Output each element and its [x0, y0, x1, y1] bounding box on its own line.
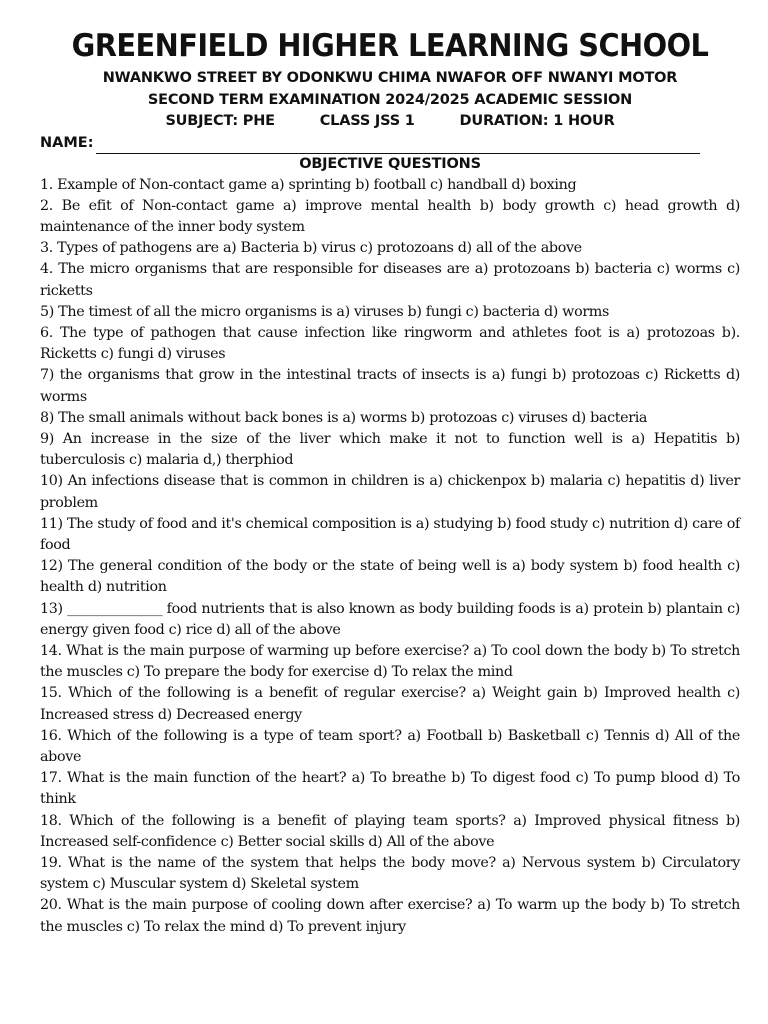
question-item: 5) The timest of all the micro organisms is a) viruses b) fungi c) bacteria d) worms [40, 303, 610, 320]
name-field [40, 133, 700, 154]
question-item: 6. The type of pathogen that cause infection like ringworm and athletes foot is a) protozoas b). Ricketts c) fungi d) viruses [40, 324, 740, 363]
question-item: 13) ______________ food nutrients that is also known as body building foods is a) protein b) plantain c) energy given food c) rice d) all of the above [40, 600, 740, 638]
school-address: NWANKWO STREET BY ODONKWU CHIMA NWAFOR OFF NWANYI MOTOR [102, 70, 678, 86]
question-item: 14. What is the main purpose of warming up before exercise? a) To cool down the body b) To stretch the muscles c) To prepare the body for exercise d) To relax the mind [40, 642, 740, 681]
exam-info-line [40, 111, 740, 133]
question-item: 18. Which of the following is a benefit of playing team sports? a) Improved physical fitness b) Increased self-confidence c) Better social skills d) All of the above [40, 812, 740, 850]
name-blank-line [96, 136, 701, 154]
question-item: 1. Example of Non-contact game a) sprinting b) football c) handball d) boxing [40, 176, 577, 193]
question-item: 12) The general condition of the body or the state of being well is a) body system b) food health c) health d) nutrition [40, 558, 740, 596]
question-item: 8) The small animals without back bones is a) worms b) protozoas c) viruses d) bacteria [40, 409, 648, 426]
question-item: 19. What is the name of the system that helps the body move? a) Nervous system b) Circulatory system c) Muscular system d) Skeletal system [40, 855, 740, 893]
question-item: 20. What is the main purpose of cooling down after exercise? a) To warm up the body b) To stretch the muscles c) To relax the mind d) To prevent injury [40, 897, 740, 935]
class-label: CLASS JSS 1 [319, 113, 415, 129]
question-item: 2. Be efit of Non-contact game a) improve mental health b) body growth c) head growth d) maintenance of the inner body system [40, 197, 740, 235]
question-item: 17. What is the main function of the heart? a) To breathe b) To digest food c) To pump blood d) To think [40, 770, 740, 808]
question-item: 16. Which of the following is a type of team sport? a) Football b) Basketball c) Tennis d) All of the above [40, 727, 740, 765]
question-item: 4. The micro organisms that are responsible for diseases are a) protozoans b) bacteria c) worms c) ricketts [40, 261, 740, 299]
school-name: GREENFIELD HIGHER LEARNING SCHOOL [71, 28, 709, 64]
exam-title: SECOND TERM EXAMINATION 2024/2025 ACADEMIC SESSION [147, 91, 633, 108]
duration-label: DURATION: 1 HOUR [459, 113, 615, 129]
question-list [40, 175, 740, 938]
section-title: OBJECTIVE QUESTIONS [299, 155, 481, 172]
question-item: 15. Which of the following is a benefit of regular exercise? a) Weight gain b) Improved health c) Increased stress d) Decreased energy [40, 685, 740, 723]
question-item: 3. Types of pathogens are a) Bacteria b) virus c) protozoans d) all of the above [40, 240, 582, 257]
question-item: 10) An infections disease that is common in children is a) chickenpox b) malaria c) hepatitis d) liver problem [40, 473, 740, 511]
subject-label: SUBJECT: PHE [165, 113, 275, 129]
question-item: 11) The study of food and it's chemical composition is a) studying b) food study c) nutrition d) care of food [40, 515, 740, 553]
question-item: 9) An increase in the size of the liver which make it not to function well is a) Hepatitis b) tuberculosis c) malaria d,) therphiod [40, 430, 740, 469]
name-label: NAME: [40, 134, 94, 151]
question-item: 7) the organisms that grow in the intestinal tracts of insects is a) fungi b) protozoas c) Ricketts d) worms [40, 367, 740, 405]
